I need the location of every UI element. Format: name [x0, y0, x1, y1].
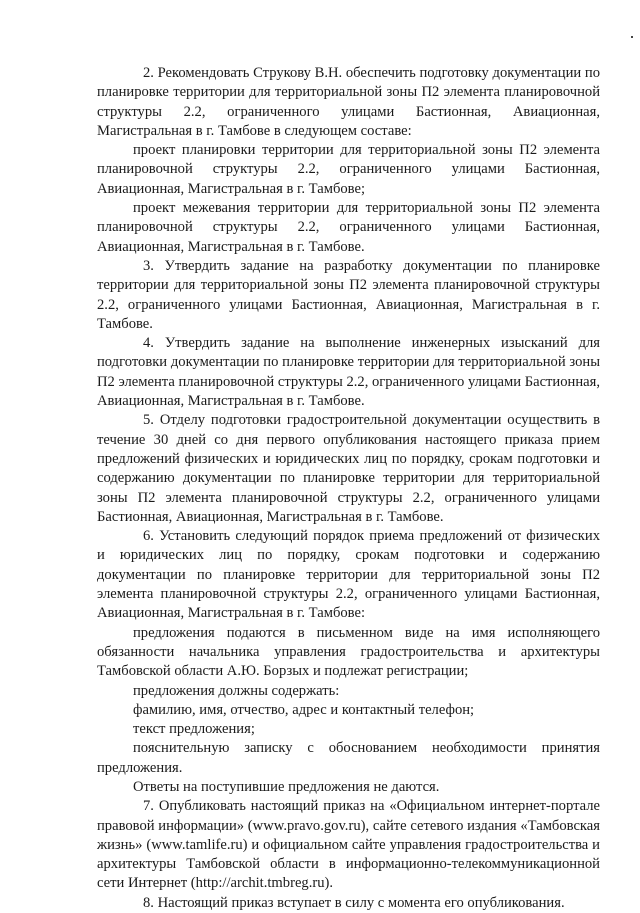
paragraph-written-form: предложения подаются в письменном виде на имя исполняющего обязанности начальника управления градостроительства и архитектуры Тамбовской области А.Ю. Борзых и подлежат регистрации; [97, 624, 600, 680]
paragraph-item-5: 5. Отделу подготовки градостроительной документации осуществить в течение 30 дней со дня первого опубликования настоящего приказа прием предложений физических и юридических лиц по порядку, срокам подготовки и содержанию документации по планировке территории для территориальной зоны П2 элемента планировочной структуры 2.2, ограниченного улицами Бастионная, Авиационная, Магистральная в г. Тамбове. [97, 412, 600, 525]
paragraph-item-4: 4. Утвердить задание на выполнение инженерных изысканий для подготовки документации по планировке территории для территориальной зоны П2 элемента планировочной структуры 2.2, ограниченного улицами Бастионная, Авиационная, Магистральная в г. Тамбове. [97, 335, 600, 410]
paragraph-planning-project: проект планировки территории для территориальной зоны П2 элемента планировочной структуры 2.2, ограниченного улицами Бастионная, Авиационная, Магистральная в г. Тамбове; [97, 142, 600, 197]
paragraph-no-answers: Ответы на поступившие предложения не даются. [133, 778, 440, 795]
paragraph-item-8: 8. Настоящий приказ вступает в силу с момента его опубликования. [143, 894, 565, 911]
paragraph-surveying-project: проект межевания территории для территориальной зоны П2 элемента планировочной структуры 2.2, ограниченного улицами Бастионная, Авиационная, Магистральная в г. Тамбове. [97, 200, 600, 255]
paragraph-proposal-text: текст предложения; [133, 721, 255, 738]
paragraph-must-contain: предложения должны содержать: [133, 682, 340, 699]
paragraph-item-7: 7. Опубликовать настоящий приказ на «Официальном интернет-портале правовой информации» (www.pravo.gov.ru), сайте сетевого издания «Тамбовская жизнь» (www.tamlife.ru) и официальном сайте управления градостроительства и архитектуры Тамбовской области в информационно-телекоммуникационной сети Интернет (http://archit.tmbreg.ru). [97, 798, 600, 892]
paragraph-item-2: 2. Рекомендовать Струкову В.Н. обеспечить подготовку документации по планировке территории для территориальной зоны П2 элемента планировочной структуры 2.2, ограниченного улицами Бастионная, Авиационная, Магистральная в г. Тамбове в следующем составе: [97, 65, 600, 139]
paragraph-item-6: 6. Установить следующий порядок приема предложений от физических и юридических лиц по порядку, срокам подготовки и содержанию документации по планировке территории для территориальной зоны П2 элемента планировочной структуры 2.2, ограниченного улицами Бастионная, Авиационная, Магистральная в г. Тамбове: [97, 528, 600, 622]
paragraph-explanatory-note: пояснительную записку с обоснованием необходимости принятия предложения. [97, 740, 600, 776]
paragraph-name-address: фамилию, имя, отчество, адрес и контактный телефон; [133, 701, 475, 718]
scan-mark [631, 36, 633, 38]
paragraph-item-3: 3. Утвердить задание на разработку документации по планировке территории для территориальной зоны П2 элемента планировочной структуры 2.2, ограниченного улицами Бастионная, Авиационная, Магистральная в г. Тамбове. [97, 257, 600, 332]
